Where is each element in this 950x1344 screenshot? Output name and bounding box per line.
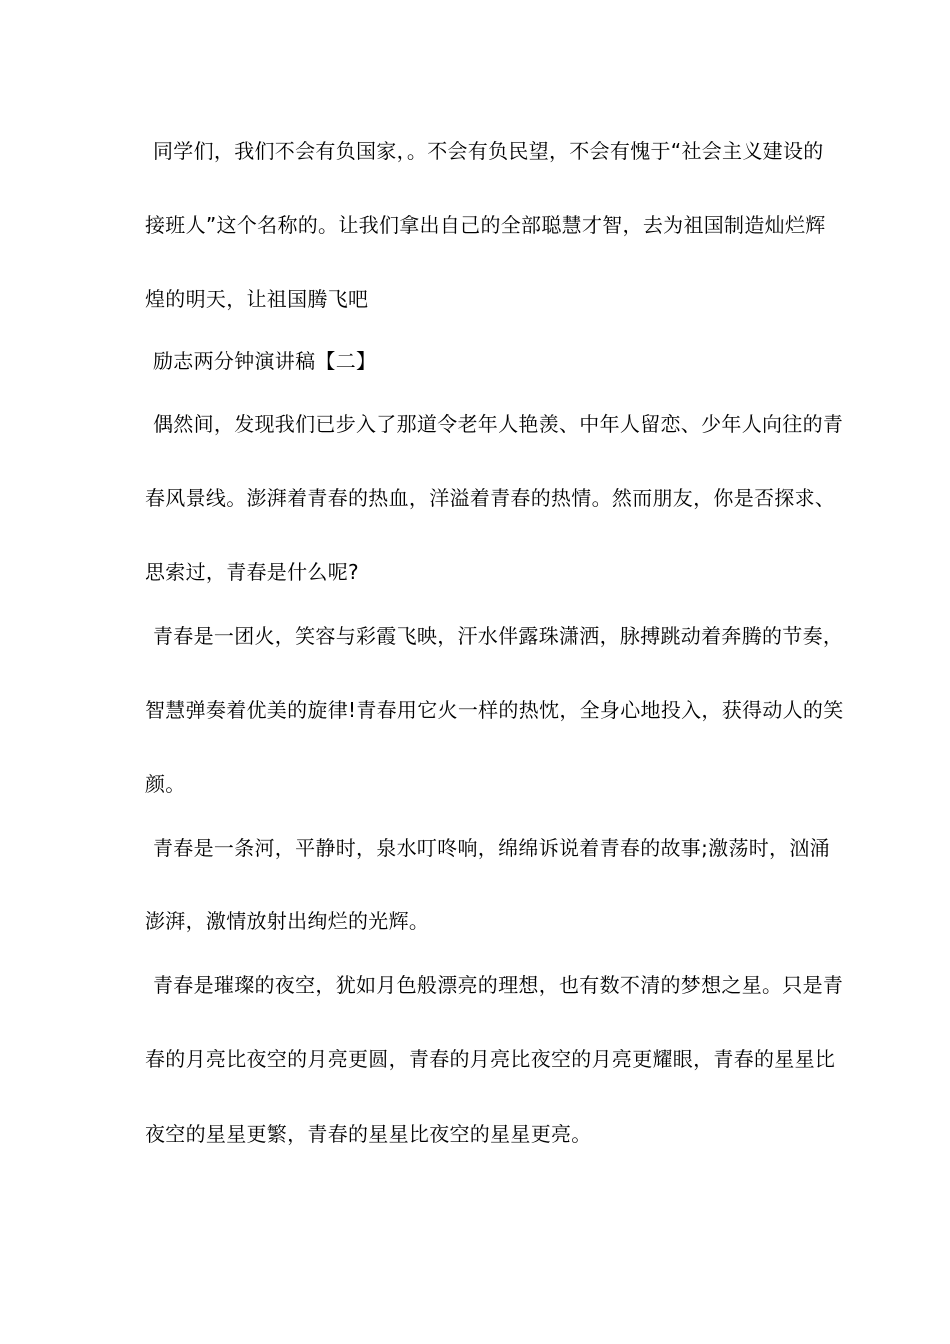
paragraph-1-line-1: 同学们，我们不会有负国家，。不会有负民望，不会有愧于“社会主义建设的: [153, 139, 824, 163]
paragraph-3-line-3: 颜。: [145, 772, 186, 796]
paragraph-3-line-1: 青春是一团火，笑容与彩霞飞映，汗水伴露珠潇洒，脉搏跳动着奔腾的节奏，: [153, 624, 844, 648]
paragraph-1-line-2: 接班人”这个名称的。让我们拿出自己的全部聪慧才智，去为祖国制造灿烂辉: [145, 213, 826, 237]
paragraph-5-line-2: 春的月亮比夜空的月亮更圆，青春的月亮比夜空的月亮更耀眼，青春的星星比: [145, 1047, 836, 1071]
paragraph-4-line-1: 青春是一条河，平静时，泉水叮咚响，绵绵诉说着青春的故事;激荡时，汹涌: [153, 836, 830, 860]
paragraph-4-line-2: 澎湃，激情放射出绚烂的光辉。: [145, 909, 430, 933]
paragraph-5-line-3: 夜空的星星更繁，青春的星星比夜空的星星更亮。: [145, 1122, 592, 1146]
paragraph-5-line-1: 青春是璀璨的夜空，犹如月色般漂亮的理想，也有数不清的梦想之星。只是青: [153, 973, 844, 997]
paragraph-2-line-2: 春风景线。澎湃着青春的热血，洋溢着青春的热情。然而朋友，你是否探求、: [145, 486, 836, 510]
section-heading: 励志两分钟演讲稿【二】: [153, 349, 377, 373]
paragraph-2-line-3: 思索过，青春是什么呢?: [145, 560, 359, 584]
paragraph-1-line-3: 煌的明天，让祖国腾飞吧: [145, 287, 369, 311]
paragraph-2-line-1: 偶然间，发现我们已步入了那道令老年人艳羡、中年人留恋、少年人向往的青: [153, 412, 844, 436]
paragraph-3-line-2: 智慧弹奏着优美的旋律!青春用它火一样的热忱，全身心地投入，获得动人的笑: [145, 698, 844, 722]
